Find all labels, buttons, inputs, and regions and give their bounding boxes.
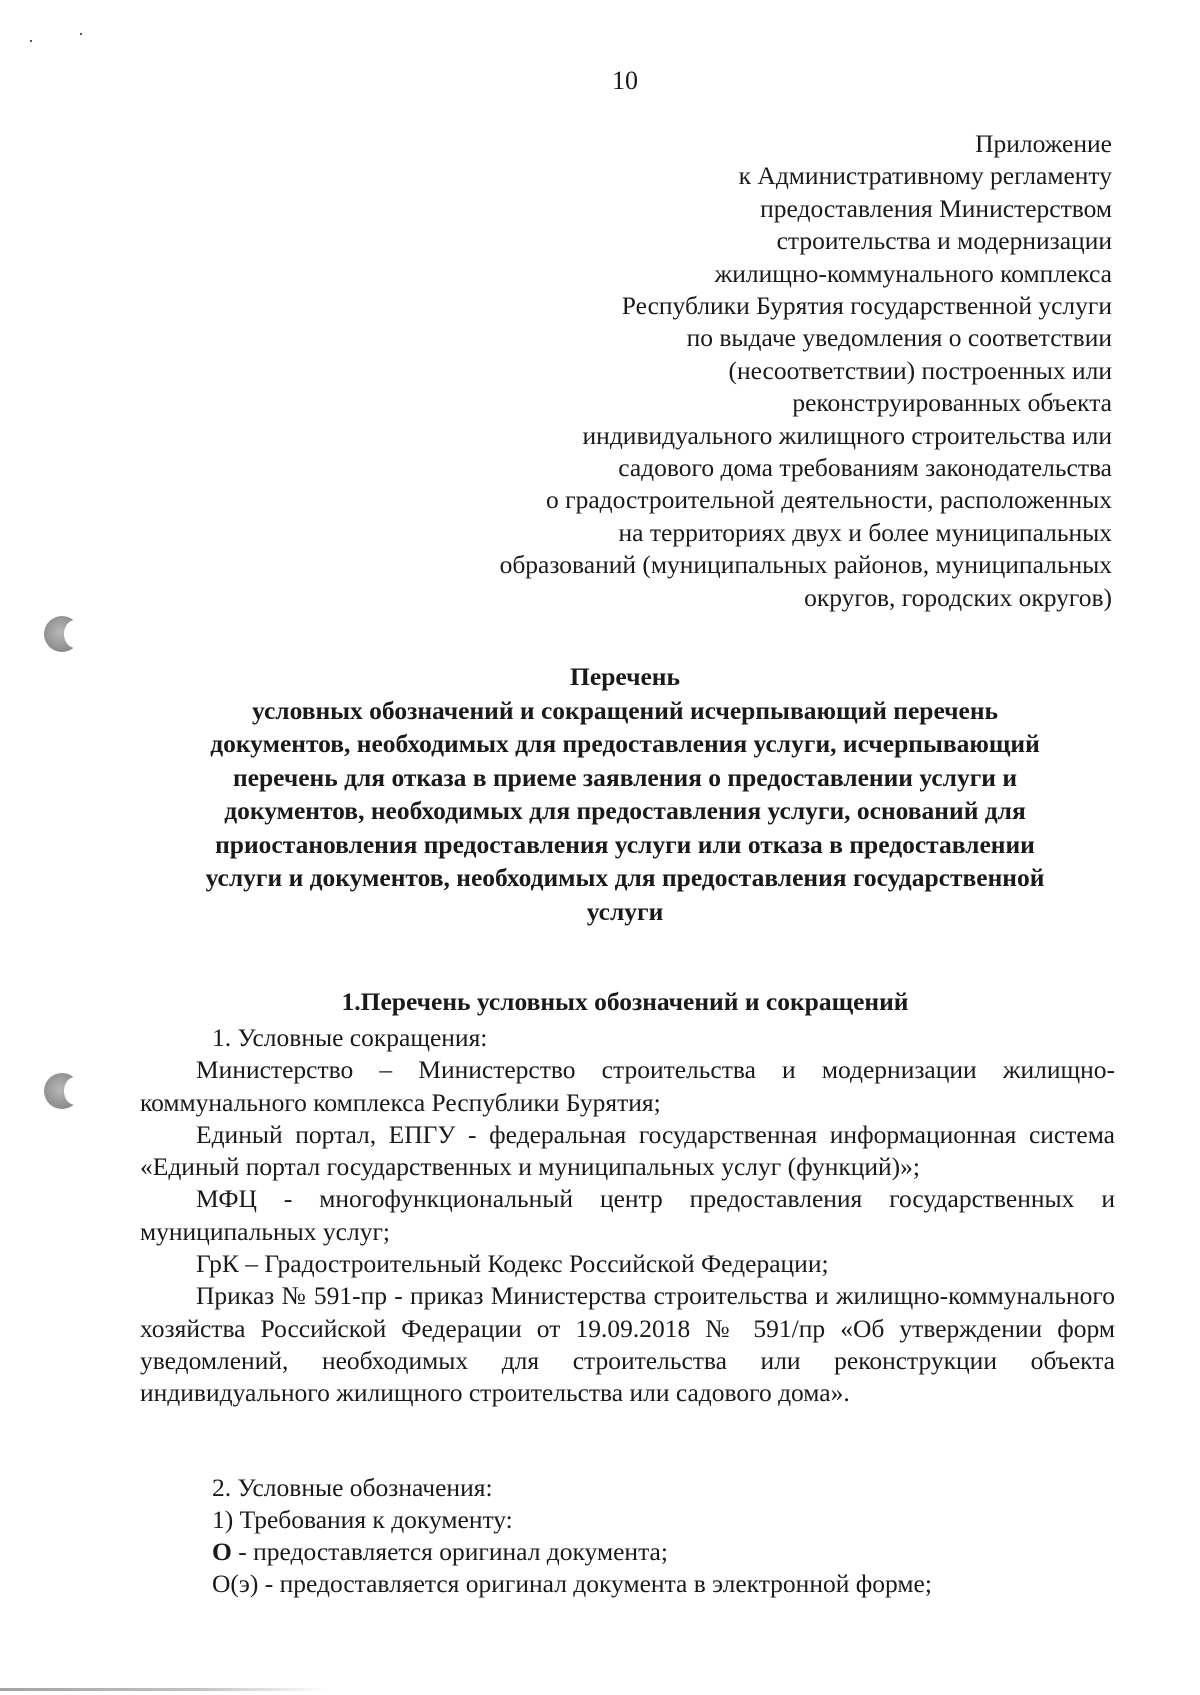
appendix-header (352, 128, 1112, 614)
scan-edge-line (0, 1688, 330, 1691)
appendix-line: садового дома требованиям законодательства (618, 453, 1112, 483)
punch-hole-top (44, 616, 80, 652)
abbreviations-intro: 1. Условные сокращения: (212, 1023, 488, 1052)
title-line: условных обозначений и сокращений исчерпывающий перечень (251, 695, 999, 725)
title-line: документов, необходимых для предоставления услуги, оснований для (224, 796, 1026, 825)
designations-intro: 2. Условные обозначения: (212, 1472, 493, 1502)
section-heading: 1.Перечень условных обозначений и сокращений (341, 987, 909, 1016)
page-number: 10 (612, 66, 638, 95)
designation-code: О(э) (212, 1569, 259, 1599)
abbreviation-item: Единый портал, ЕПГУ - федеральная государственная информационная система «Единый портал государственных и муниципальных услуг (функций)»; (140, 1119, 1115, 1182)
abbreviation-item: ГрК – Градостроительный Кодекс Российской Федерации; (196, 1249, 829, 1279)
title-line: Перечень (570, 662, 680, 691)
designation-item (140, 1536, 1115, 1568)
appendix-line: (несоответствии) построенных или (728, 355, 1112, 385)
body-text (140, 1022, 1115, 1601)
abbreviation-item: Министерство – Министерство строительства и модернизации жилищно-коммунального комплекса Республики Бурятия; (140, 1055, 1115, 1117)
appendix-line: индивидуального жилищного строительства или (582, 420, 1112, 450)
appendix-line: жилищно-коммунального комплекса (714, 258, 1112, 288)
appendix-line: на территориях двух и более муниципальных (618, 517, 1112, 547)
punch-hole-bottom (44, 1073, 80, 1109)
title-line: документов, необходимых для предоставления услуги, исчерпывающий (210, 729, 1040, 758)
abbreviation-item: МФЦ - многофункциональный центр предоставления государственных и муниципальных услуг; (140, 1184, 1115, 1246)
designation-code: О (212, 1537, 232, 1567)
document-title (130, 660, 1120, 928)
appendix-line: Республики Бурятия государственной услуги (621, 291, 1112, 321)
designations-sub-intro: 1) Требования к документу: (212, 1504, 513, 1534)
title-line: перечень для отказа в приеме заявления о предоставлении услуги и (232, 762, 1018, 792)
title-line: приостановления предоставления услуги или отказа в предоставлении (215, 829, 1035, 859)
appendix-line: по выдаче уведомления о соответствии (686, 323, 1112, 353)
abbreviation-item: Приказ № 591-пр - приказ Министерства строительства и жилищно-коммунального хозяйства Российской Федерации от 19.09.2018 № 591/пр «Об утверждении форм уведомлений, необходимых для строительства или реконструкции объекта индивидуального жилищного строительства или садового дома». (140, 1281, 1115, 1408)
title-line: услуги и документов, необходимых для предоставления государственной (205, 863, 1045, 892)
paragraph-gap (140, 1410, 1115, 1472)
appendix-line: строительства и модернизации (776, 226, 1112, 256)
designation-text: - предоставляется оригинал документа в электронной форме; (258, 1569, 932, 1599)
appendix-line: округов, городских округов) (804, 582, 1112, 612)
appendix-line: Приложение (975, 129, 1112, 158)
designation-text: - предоставляется оригинал документа; (231, 1537, 668, 1567)
title-line: услуги (586, 896, 664, 926)
designation-item (140, 1568, 1115, 1600)
appendix-line: предоставления Министерством (760, 193, 1112, 223)
appendix-line: образований (муниципальных районов, муниципальных (499, 550, 1112, 580)
appendix-line: реконструированных объекта (792, 388, 1112, 418)
appendix-line: о градостроительной деятельности, расположенных (546, 485, 1112, 515)
scan-speck (30, 40, 32, 42)
appendix-line: к Административному регламенту (738, 161, 1112, 191)
scan-speck (80, 33, 82, 35)
